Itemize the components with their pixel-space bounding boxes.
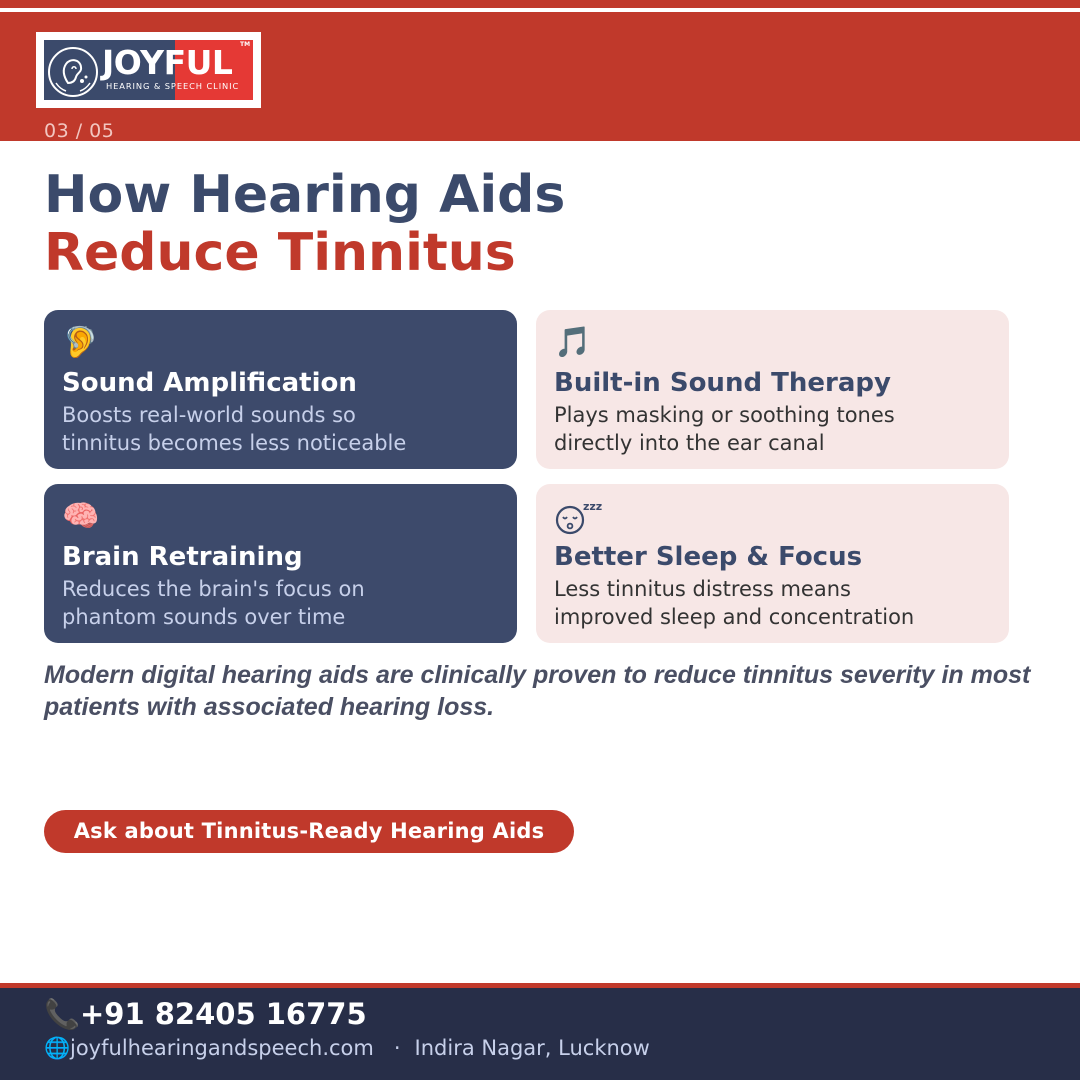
- clinic-location: Indira Nagar, Lucknow: [414, 1036, 650, 1060]
- hearing-aid-icon: 🦻: [62, 325, 100, 360]
- card-description-line-2: improved sleep and concentration: [554, 605, 915, 629]
- card-title: Built-in Sound Therapy: [554, 368, 891, 398]
- separator-dot: ·: [393, 1036, 401, 1060]
- card-description-line-2: directly into the ear canal: [554, 431, 825, 455]
- card-title: Brain Retraining: [62, 542, 303, 572]
- card-description-line-1: Plays masking or soothing tones: [554, 403, 895, 427]
- footer: [0, 988, 1080, 1080]
- card-description-line-1: Less tinnitus distress means: [554, 577, 851, 601]
- music-note-icon: 🎵: [554, 325, 592, 360]
- clinic-logo: [36, 32, 261, 108]
- card-description-line-2: phantom sounds over time: [62, 605, 346, 629]
- header-stripe: [0, 8, 1080, 12]
- headline-line-1: How Hearing Aids: [44, 165, 566, 225]
- phone-number[interactable]: +91 82405 16775: [80, 997, 367, 1031]
- card-better-sleep-focus: [536, 484, 1009, 643]
- card-description-line-1: Reduces the brain's focus on: [62, 577, 365, 601]
- brain-icon: 🧠: [62, 499, 100, 534]
- clinical-note: Modern digital hearing aids are clinically proven to reduce tinnitus severity in most patients with associated hearing loss.: [44, 661, 1031, 721]
- logo-wordmark: [102, 43, 232, 83]
- header-banner: [0, 0, 1080, 141]
- card-brain-retraining: [44, 484, 517, 643]
- card-description: [62, 575, 502, 631]
- svg-text:zzz: zzz: [583, 502, 603, 513]
- logo-tagline: HEARING & SPEECH CLINIC: [106, 81, 240, 91]
- logo-word-part2: FUL: [163, 43, 233, 82]
- logo-trademark: TM: [240, 41, 251, 48]
- card-title: Sound Amplification: [62, 368, 357, 398]
- logo-word-part1: JOY: [102, 43, 164, 82]
- card-title: Better Sleep & Focus: [554, 542, 863, 572]
- card-description-line-1: Boosts real-world sounds so: [62, 403, 356, 427]
- ear-emblem-icon: [42, 37, 104, 107]
- card-built-in-sound-therapy: [536, 310, 1009, 469]
- contact-info-row: [44, 1034, 650, 1062]
- ask-tinnitus-hearing-aids-button[interactable]: Ask about Tinnitus-Ready Hearing Aids: [44, 810, 574, 853]
- card-description: [554, 575, 994, 631]
- phone-icon: 📞: [44, 997, 81, 1031]
- globe-icon: 🌐: [44, 1036, 71, 1060]
- phone-row: [44, 996, 367, 1032]
- card-sound-amplification: [44, 310, 517, 469]
- slide-counter: 03 / 05: [44, 120, 115, 142]
- card-description: [62, 401, 502, 457]
- card-description: [554, 401, 994, 457]
- card-description-line-2: tinnitus becomes less noticeable: [62, 431, 407, 455]
- sleeping-face-icon: [554, 502, 606, 536]
- website-link[interactable]: joyfulhearingandspeech.com: [70, 1036, 374, 1060]
- headline-line-2: Reduce Tinnitus: [44, 223, 516, 283]
